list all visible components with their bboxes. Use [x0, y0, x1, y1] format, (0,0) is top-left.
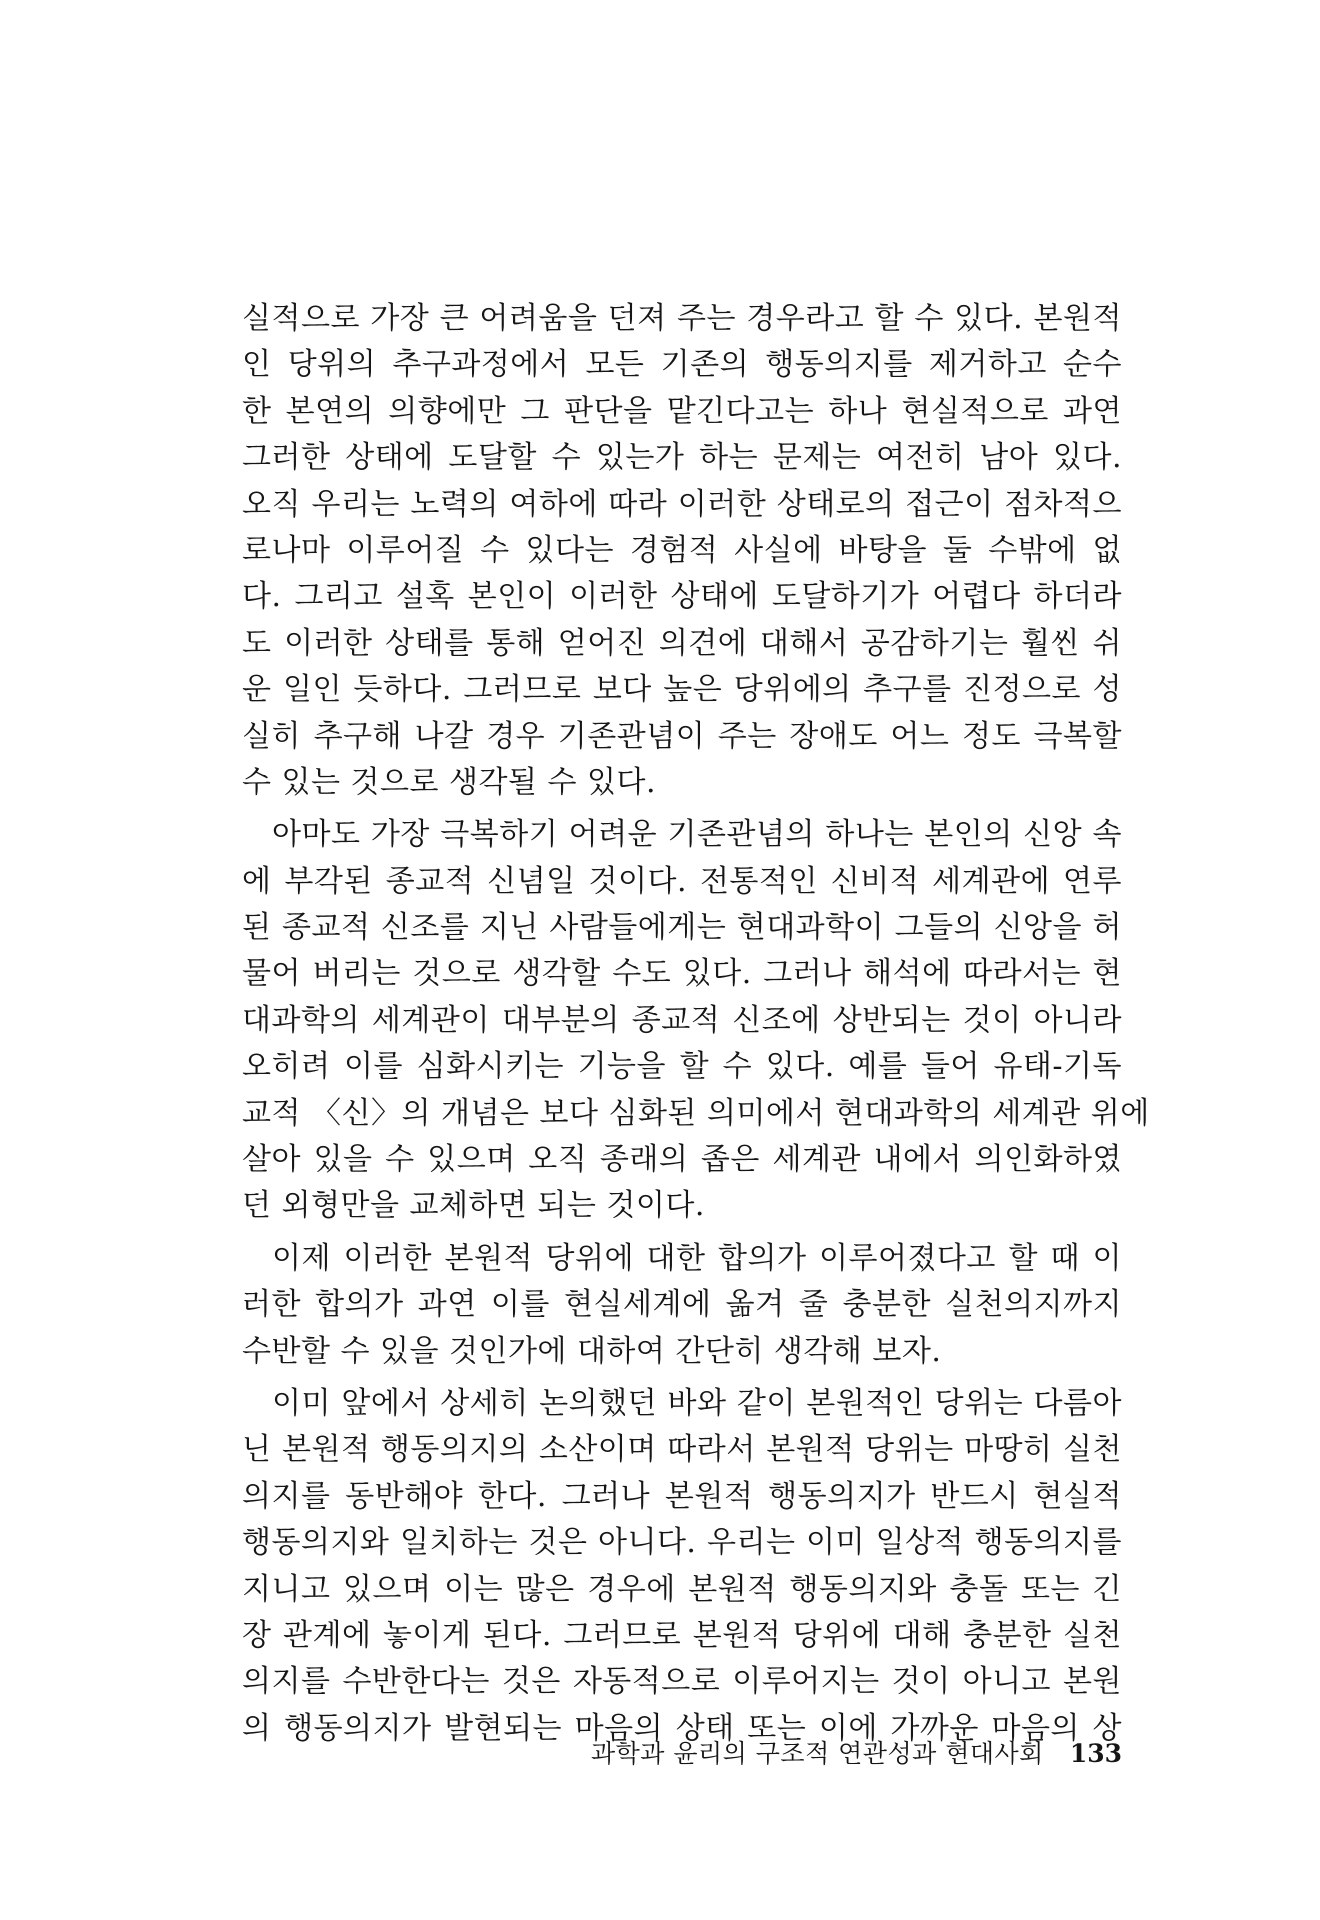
- text-line: 러한 합의가 과연 이를 현실세계에 옮겨 줄 충분한 실천의지까지: [242, 1287, 1122, 1323]
- text-line: 한 본연의 의향에만 그 판단을 맡긴다고는 하나 현실적으로 과연: [242, 393, 1122, 429]
- running-footer: [548, 1734, 1122, 1774]
- body-text: [242, 296, 1150, 1752]
- text-line: 로나마 이루어질 수 있다는 경험적 사실에 바탕을 둘 수밖에 없: [242, 532, 1122, 568]
- text-line: 수반할 수 있을 것인가에 대하여 간단히 생각해 보자.: [242, 1333, 942, 1369]
- text-line: 아마도 가장 극복하기 어려운 기존관념의 하나는 본인의 신앙 속: [272, 817, 1122, 853]
- text-line: 도 이러한 상태를 통해 얻어진 의견에 대해서 공감하기는 훨씬 쉬: [242, 625, 1122, 661]
- text-line: 된 종교적 신조를 지닌 사람들에게는 현대과학이 그들의 신앙을 허: [242, 910, 1122, 946]
- text-line: 닌 본원적 행동의지의 소산이며 따라서 본원적 당위는 마땅히 실천: [242, 1432, 1122, 1468]
- text-line: 실히 추구해 나갈 경우 기존관념이 주는 장애도 어느 정도 극복할: [242, 718, 1122, 754]
- text-line: 운 일인 듯하다. 그러므로 보다 높은 당위에의 추구를 진정으로 성: [242, 672, 1122, 708]
- text-line: 행동의지와 일치하는 것은 아니다. 우리는 이미 일상적 행동의지를: [242, 1525, 1122, 1561]
- text-line: 던 외형만을 교체하면 되는 것이다.: [242, 1188, 705, 1224]
- text-line: 다. 그리고 설혹 본인이 이러한 상태에 도달하기가 어렵다 하더라: [242, 579, 1122, 615]
- text-line: 살아 있을 수 있으며 오직 종래의 좁은 세계관 내에서 의인화하였: [242, 1142, 1122, 1178]
- text-line: 에 부각된 종교적 신념일 것이다. 전통적인 신비적 세계관에 연루: [242, 863, 1122, 899]
- text-line: 오히려 이를 심화시키는 기능을 할 수 있다. 예를 들어 유태-기독: [242, 1049, 1122, 1085]
- text-line: 실적으로 가장 큰 어려움을 던져 주는 경우라고 할 수 있다. 본원적: [242, 301, 1122, 336]
- text-line: 수 있는 것으로 생각될 수 있다.: [242, 764, 656, 800]
- text-line: 장 관계에 놓이게 된다. 그러므로 본원적 당위에 대해 충분한 실천: [242, 1617, 1122, 1653]
- text-line: 그러한 상태에 도달할 수 있는가 하는 문제는 여전히 남아 있다.: [242, 440, 1122, 476]
- text-line: 의지를 수반한다는 것은 자동적으로 이루어지는 것이 아니고 본원: [242, 1664, 1122, 1700]
- text-line: 의지를 동반해야 한다. 그러나 본원적 행동의지가 반드시 현실적: [242, 1478, 1122, 1514]
- text-line: 이미 앞에서 상세히 논의했던 바와 같이 본원적인 당위는 다름아: [272, 1385, 1122, 1421]
- text-line: 지니고 있으며 이는 많은 경우에 본원적 행동의지와 충돌 또는 긴: [242, 1571, 1122, 1607]
- text-line: 이제 이러한 본원적 당위에 대한 합의가 이루어졌다고 할 때 이: [272, 1240, 1122, 1276]
- text-line: 인 당위의 추구과정에서 모든 기존의 행동의지를 제거하고 순수: [242, 347, 1122, 383]
- text-line: 의 행동의지가 발현되는 마음의 상태 또는 이에 가까운 마음의 상: [242, 1710, 1122, 1746]
- text-line: 교적 〈신〉의 개념은 보다 심화된 의미에서 현대과학의 세계관 위에: [242, 1095, 1150, 1131]
- text-line: 오직 우리는 노력의 여하에 따라 이러한 상태로의 접근이 점차적으: [242, 486, 1122, 522]
- text-line: 대과학의 세계관이 대부분의 종교적 신조에 상반되는 것이 아니라: [242, 1002, 1122, 1038]
- text-line: 물어 버리는 것으로 생각할 수도 있다. 그러나 해석에 따라서는 현: [242, 956, 1122, 992]
- page-number: 133: [1069, 1739, 1122, 1768]
- footer-title: 과학과 윤리의 구조적 연관성과 현대사회: [590, 1739, 1044, 1768]
